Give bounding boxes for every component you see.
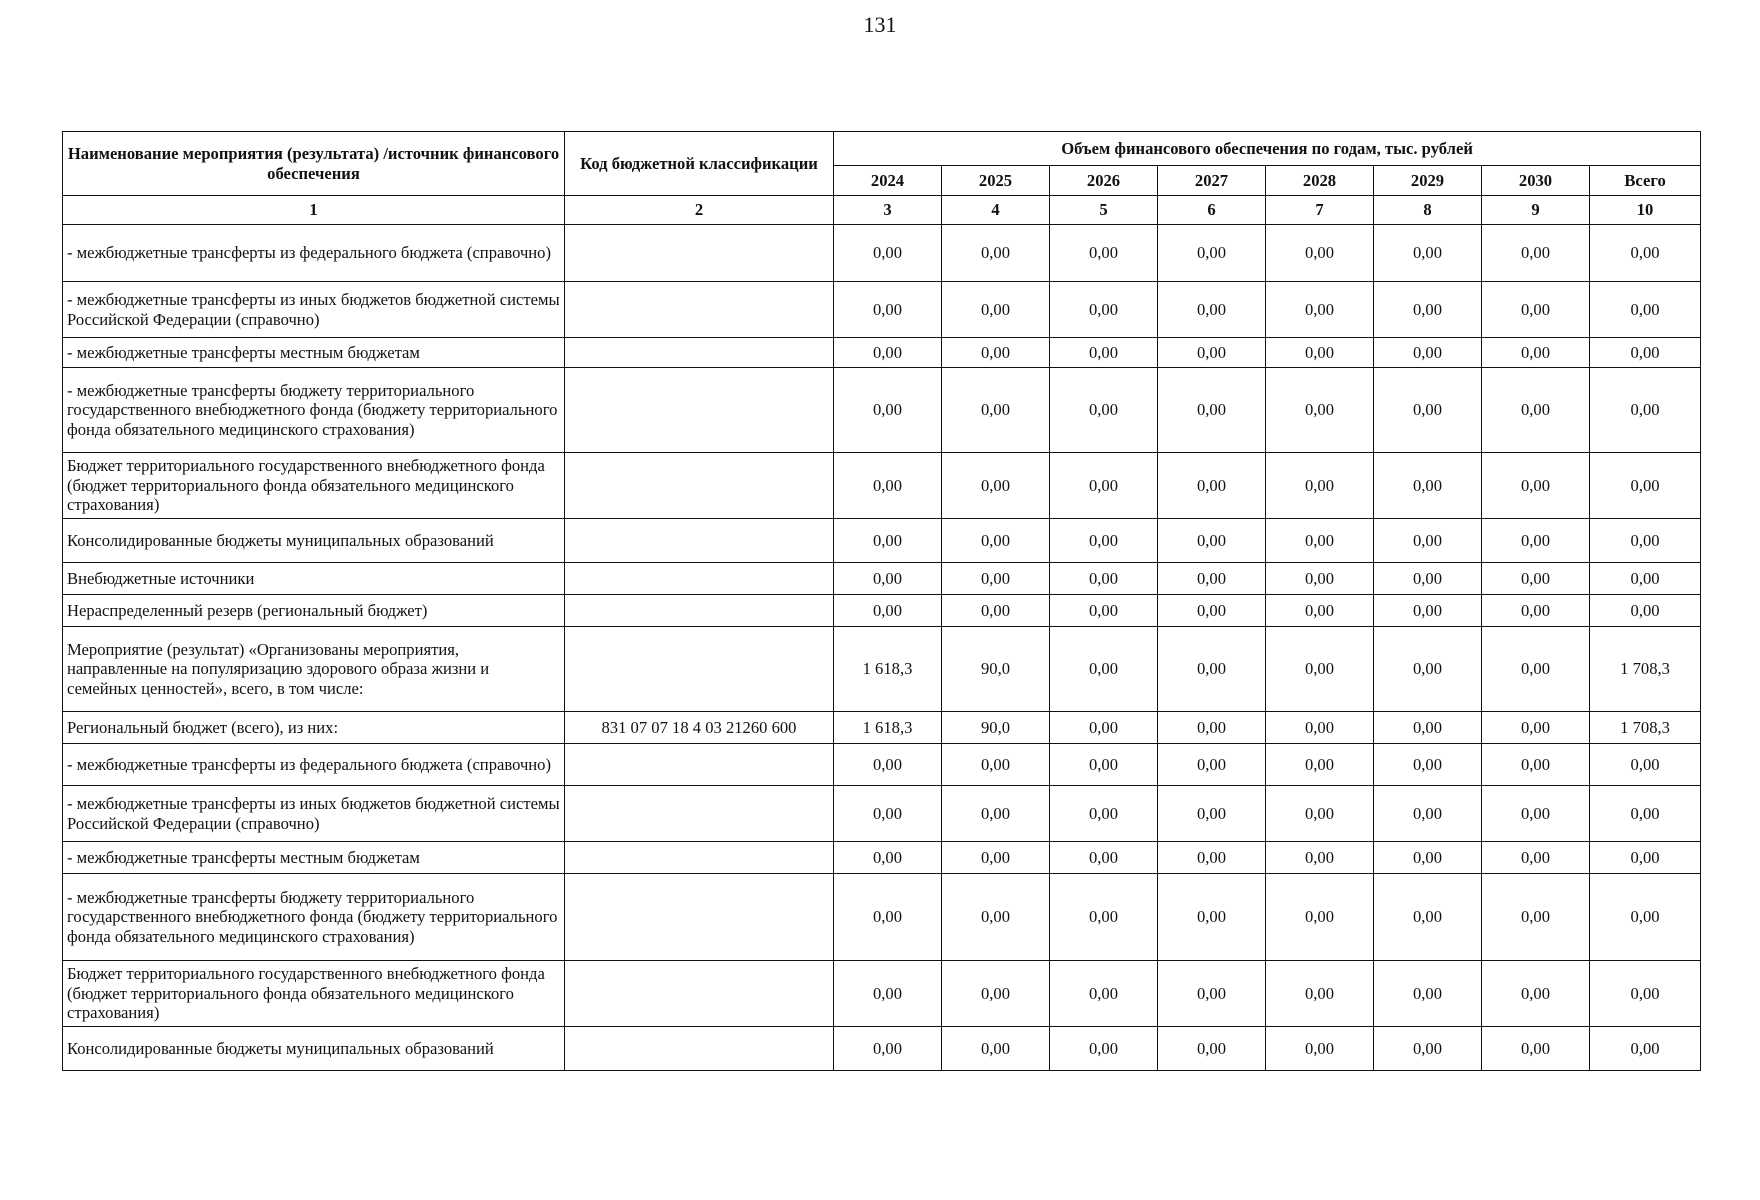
column-number: 10 [1590,196,1701,225]
row-year-value: 0,00 [1374,282,1482,338]
row-budget-code [565,453,834,519]
row-year-value: 0,00 [1158,519,1266,563]
row-year-value: 0,00 [942,225,1050,282]
header-year: 2028 [1266,166,1374,196]
row-year-value: 0,00 [1158,225,1266,282]
table-row [63,368,1701,453]
row-year-value: 0,00 [834,563,942,595]
row-year-value: 0,00 [1374,627,1482,712]
table-row [63,961,1701,1027]
row-year-value: 0,00 [834,744,942,786]
table-row [63,627,1701,712]
row-year-value: 0,00 [1158,453,1266,519]
row-year-value: 1 618,3 [834,712,942,744]
row-year-value: 0,00 [1374,786,1482,842]
row-year-value: 0,00 [1482,961,1590,1027]
row-year-value: 0,00 [942,453,1050,519]
table-row [63,338,1701,368]
row-year-value: 0,00 [1050,842,1158,874]
row-year-value: 0,00 [1158,712,1266,744]
row-year-value: 1 618,3 [834,627,942,712]
row-year-value: 0,00 [1050,453,1158,519]
header-name: Наименование мероприятия (результата) /источник финансового обеспечения [63,132,565,196]
row-year-value: 0,00 [1266,368,1374,453]
row-year-value: 0,00 [1158,595,1266,627]
column-number: 2 [565,196,834,225]
row-year-value: 0,00 [1374,712,1482,744]
row-total-value: 0,00 [1590,595,1701,627]
row-year-value: 0,00 [1374,453,1482,519]
row-year-value: 0,00 [1482,627,1590,712]
column-number: 3 [834,196,942,225]
row-year-value: 90,0 [942,627,1050,712]
row-year-value: 0,00 [834,786,942,842]
row-total-value: 0,00 [1590,874,1701,961]
row-budget-code [565,225,834,282]
table-row [63,453,1701,519]
row-year-value: 0,00 [942,368,1050,453]
row-budget-code [565,744,834,786]
row-year-value: 0,00 [834,1027,942,1071]
row-total-value: 0,00 [1590,225,1701,282]
row-year-value: 0,00 [1050,595,1158,627]
row-year-value: 0,00 [1050,225,1158,282]
table-row [63,595,1701,627]
row-year-value: 0,00 [1482,744,1590,786]
row-year-value: 0,00 [1266,627,1374,712]
row-year-value: 0,00 [1158,368,1266,453]
row-year-value: 0,00 [1158,282,1266,338]
row-year-value: 0,00 [1266,563,1374,595]
header-year: 2026 [1050,166,1158,196]
row-name: Региональный бюджет (всего), из них: [63,712,565,744]
row-year-value: 90,0 [942,712,1050,744]
header-year: 2024 [834,166,942,196]
header-year: 2030 [1482,166,1590,196]
row-total-value: 0,00 [1590,282,1701,338]
row-total-value: 0,00 [1590,338,1701,368]
table-row [63,1027,1701,1071]
row-year-value: 0,00 [1374,225,1482,282]
row-year-value: 0,00 [1266,712,1374,744]
row-year-value: 0,00 [1266,1027,1374,1071]
row-name: Мероприятие (результат) «Организованы мероприятия, направленные на популяризацию здорового образа жизни и семейных ценностей», всего, в том числе: [63,627,565,712]
row-total-value: 0,00 [1590,519,1701,563]
row-total-value: 1 708,3 [1590,627,1701,712]
row-budget-code [565,282,834,338]
row-year-value: 0,00 [1482,1027,1590,1071]
row-total-value: 0,00 [1590,744,1701,786]
row-year-value: 0,00 [1482,368,1590,453]
row-year-value: 0,00 [942,338,1050,368]
row-year-value: 0,00 [1266,453,1374,519]
table-row [63,874,1701,961]
table-row [63,744,1701,786]
row-name: - межбюджетные трансферты из федерального бюджета (справочно) [63,225,565,282]
row-name: - межбюджетные трансферты местным бюджетам [63,842,565,874]
table-row [63,842,1701,874]
row-name: - межбюджетные трансферты из иных бюджетов бюджетной системы Российской Федерации (справочно) [63,786,565,842]
row-year-value: 0,00 [942,1027,1050,1071]
row-year-value: 0,00 [1266,786,1374,842]
table-row [63,712,1701,744]
row-year-value: 0,00 [1050,874,1158,961]
row-year-value: 0,00 [1158,786,1266,842]
table-row [63,282,1701,338]
row-year-value: 0,00 [1050,1027,1158,1071]
row-total-value: 1 708,3 [1590,712,1701,744]
row-year-value: 0,00 [1050,519,1158,563]
row-name: - межбюджетные трансферты бюджету территориального государственного внебюджетного фонда (бюджету территориального фонда обязательного медицинского страхования) [63,368,565,453]
row-year-value: 0,00 [1050,563,1158,595]
row-year-value: 0,00 [1158,1027,1266,1071]
column-number: 4 [942,196,1050,225]
column-number: 7 [1266,196,1374,225]
row-name: - межбюджетные трансферты из иных бюджетов бюджетной системы Российской Федерации (справочно) [63,282,565,338]
row-budget-code [565,874,834,961]
row-year-value: 0,00 [1374,563,1482,595]
row-year-value: 0,00 [834,453,942,519]
page-number: 131 [863,12,897,37]
row-year-value: 0,00 [1266,961,1374,1027]
row-name: Консолидированные бюджеты муниципальных образований [63,519,565,563]
table-row [63,786,1701,842]
column-number: 9 [1482,196,1590,225]
row-year-value: 0,00 [1050,744,1158,786]
row-total-value: 0,00 [1590,368,1701,453]
header-year: 2027 [1158,166,1266,196]
row-year-value: 0,00 [1374,1027,1482,1071]
row-budget-code: 831 07 07 18 4 03 21260 600 [565,712,834,744]
row-year-value: 0,00 [1158,338,1266,368]
row-year-value: 0,00 [1266,282,1374,338]
row-year-value: 0,00 [1266,519,1374,563]
row-year-value: 0,00 [1050,282,1158,338]
table-row [63,563,1701,595]
row-year-value: 0,00 [1050,712,1158,744]
row-year-value: 0,00 [942,744,1050,786]
row-budget-code [565,338,834,368]
row-year-value: 0,00 [1050,961,1158,1027]
row-year-value: 0,00 [1482,842,1590,874]
row-year-value: 0,00 [834,961,942,1027]
row-name: Внебюджетные источники [63,563,565,595]
row-year-value: 0,00 [1482,712,1590,744]
column-number: 8 [1374,196,1482,225]
row-year-value: 0,00 [834,519,942,563]
row-year-value: 0,00 [942,595,1050,627]
row-year-value: 0,00 [1266,595,1374,627]
row-year-value: 0,00 [834,368,942,453]
table-row [63,225,1701,282]
row-name: - межбюджетные трансферты местным бюджетам [63,338,565,368]
row-year-value: 0,00 [834,282,942,338]
row-year-value: 0,00 [1266,874,1374,961]
financing-table [62,131,1701,1071]
row-year-value: 0,00 [1158,842,1266,874]
row-year-value: 0,00 [1374,874,1482,961]
row-year-value: 0,00 [834,842,942,874]
row-year-value: 0,00 [1482,563,1590,595]
row-year-value: 0,00 [1158,627,1266,712]
row-year-value: 0,00 [1374,842,1482,874]
row-budget-code [565,786,834,842]
row-year-value: 0,00 [1050,627,1158,712]
row-name: Консолидированные бюджеты муниципальных образований [63,1027,565,1071]
table-body [63,225,1701,1071]
row-year-value: 0,00 [1374,519,1482,563]
row-year-value: 0,00 [1482,338,1590,368]
row-name: Нераспределенный резерв (региональный бюджет) [63,595,565,627]
row-name: Бюджет территориального государственного внебюджетного фонда (бюджет территориального фонда обязательного медицинского страхования) [63,453,565,519]
row-year-value: 0,00 [1266,744,1374,786]
row-year-value: 0,00 [1374,368,1482,453]
row-year-value: 0,00 [1374,595,1482,627]
row-total-value: 0,00 [1590,786,1701,842]
header-year: 2025 [942,166,1050,196]
column-number: 5 [1050,196,1158,225]
row-total-value: 0,00 [1590,1027,1701,1071]
row-year-value: 0,00 [1374,744,1482,786]
table-row [63,519,1701,563]
row-budget-code [565,627,834,712]
row-year-value: 0,00 [1374,338,1482,368]
row-year-value: 0,00 [1050,786,1158,842]
row-year-value: 0,00 [1482,225,1590,282]
row-year-value: 0,00 [1158,563,1266,595]
row-year-value: 0,00 [942,563,1050,595]
row-year-value: 0,00 [1266,338,1374,368]
row-total-value: 0,00 [1590,563,1701,595]
row-total-value: 0,00 [1590,961,1701,1027]
row-name: - межбюджетные трансферты бюджету территориального государственного внебюджетного фонда (бюджету территориального фонда обязательного медицинского страхования) [63,874,565,961]
header-total: Всего [1590,166,1701,196]
row-year-value: 0,00 [1266,842,1374,874]
row-year-value: 0,00 [1050,368,1158,453]
row-year-value: 0,00 [1266,225,1374,282]
row-year-value: 0,00 [942,874,1050,961]
header-code: Код бюджетной классификации [565,132,834,196]
row-year-value: 0,00 [1482,874,1590,961]
row-name: - межбюджетные трансферты из федерального бюджета (справочно) [63,744,565,786]
row-year-value: 0,00 [834,595,942,627]
row-year-value: 0,00 [1482,519,1590,563]
row-budget-code [565,842,834,874]
header-year: 2029 [1374,166,1482,196]
row-budget-code [565,1027,834,1071]
row-year-value: 0,00 [834,225,942,282]
row-year-value: 0,00 [834,874,942,961]
column-number: 1 [63,196,565,225]
row-year-value: 0,00 [942,786,1050,842]
row-year-value: 0,00 [834,338,942,368]
row-year-value: 0,00 [942,519,1050,563]
row-year-value: 0,00 [942,842,1050,874]
row-year-value: 0,00 [1374,961,1482,1027]
row-total-value: 0,00 [1590,453,1701,519]
row-year-value: 0,00 [1482,453,1590,519]
column-number: 6 [1158,196,1266,225]
row-budget-code [565,563,834,595]
row-year-value: 0,00 [942,282,1050,338]
row-budget-code [565,595,834,627]
row-budget-code [565,519,834,563]
row-year-value: 0,00 [942,961,1050,1027]
row-year-value: 0,00 [1158,961,1266,1027]
row-year-value: 0,00 [1158,874,1266,961]
row-year-value: 0,00 [1050,338,1158,368]
row-year-value: 0,00 [1482,786,1590,842]
row-year-value: 0,00 [1482,595,1590,627]
header-volume: Объем финансового обеспечения по годам, тыс. рублей [834,132,1701,166]
row-total-value: 0,00 [1590,842,1701,874]
row-year-value: 0,00 [1482,282,1590,338]
row-budget-code [565,961,834,1027]
row-year-value: 0,00 [1158,744,1266,786]
row-budget-code [565,368,834,453]
row-name: Бюджет территориального государственного внебюджетного фонда (бюджет территориального фонда обязательного медицинского страхования) [63,961,565,1027]
